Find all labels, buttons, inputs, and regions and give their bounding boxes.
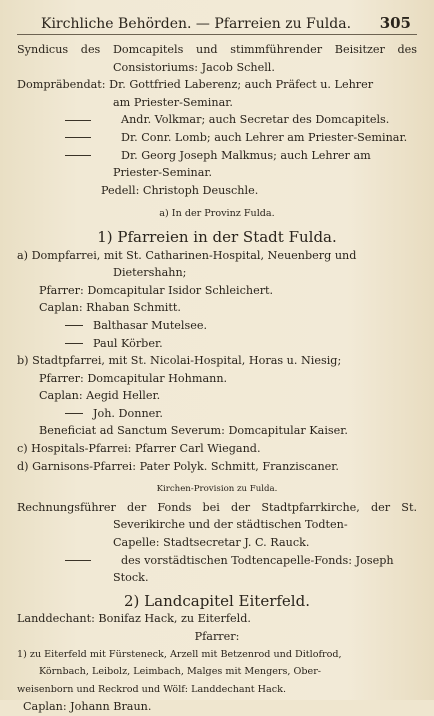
ditto-dash (65, 560, 91, 561)
text-line: a) Dompfarrei, mit St. Catharinen-Hospital, Neuenberg und (17, 248, 357, 262)
section-heading: Pfarrer: (194, 630, 240, 643)
text-line: Dr. Georg Joseph Malkmus; auch Lehrer am (17, 147, 417, 165)
text-line: Caplan: Rhaban Schmitt. (39, 301, 181, 315)
text-line: Consistoriums: Jacob Schell. (113, 60, 275, 74)
text-line: Pfarrer: Domcapitular Isidor Schleichert. (39, 283, 274, 297)
page-body (17, 41, 417, 716)
running-title: Kirchliche Behörden. — Pfarreien zu Fulda. (41, 16, 352, 32)
text-line: des vorstädtischen Todtencapelle-Fonds: Joseph (17, 552, 417, 570)
text-line: am Priester-Seminar. (113, 95, 233, 109)
running-header (17, 14, 417, 35)
ditto-dash (65, 413, 83, 414)
text-line: Caplan: Aegid Heller. (39, 389, 161, 403)
text-line: Körnbach, Leibolz, Leimbach, Malges mit Mengers, Ober- (39, 666, 322, 678)
text-line: 1) zu Eiterfeld mit Fürsteneck, Arzell mit Betzenrod und Ditlofrod, (17, 648, 342, 660)
ditto-dash (65, 120, 91, 121)
ditto-dash (65, 137, 91, 138)
text-line: Capelle: Stadtsecretar J. C. Rauck. (113, 536, 310, 550)
text-line: Dr. Conr. Lomb; auch Lehrer am Priester-Seminar. (17, 129, 417, 147)
section-heading: Kirchen-Provision zu Fulda. (156, 484, 278, 495)
ditto-dash (65, 155, 91, 156)
text-line: Balthasar Mutelsee. (17, 317, 417, 335)
text-line: Caplan: Johann Braun. (23, 700, 152, 714)
page-number: 305 (379, 14, 411, 32)
text-line: Andr. Volkmar; auch Secretar des Domcapitels. (17, 111, 417, 129)
ditto-dash (65, 325, 83, 326)
text-line: b) Stadtpfarrei, mit St. Nicolai-Hospital, Horas u. Niesig; (17, 354, 342, 368)
chapter-heading: 1) Pfarreien in der Stadt Fulda. (97, 227, 337, 246)
text-line: weisenborn und Reckrod und Wölf: Landdechant Hack. (17, 683, 286, 695)
section-heading: a) In der Provinz Fulda. (159, 208, 275, 220)
text-line: Stock. (113, 571, 149, 585)
ditto-dash (65, 343, 83, 344)
text-line: Paul Körber. (17, 335, 417, 353)
text-line: Pedell: Christoph Deuschle. (101, 183, 259, 197)
text-line: Rechnungsführer der Fonds bei der Stadtpfarrkirche, der St. (17, 500, 417, 514)
text-line: Priester-Seminar. (113, 166, 213, 180)
text-line: Dompräbendat: Dr. Gottfried Laberenz; auch Präfect u. Lehrer (17, 78, 374, 92)
chapter-heading: 2) Landcapitel Eiterfeld. (124, 591, 310, 610)
text-line: Severikirche und der städtischen Todten- (113, 518, 348, 532)
text-line: Beneficiat ad Sanctum Severum: Domcapitular Kaiser. (39, 424, 348, 438)
text-line: Pfarrer: Domcapitular Hohmann. (39, 371, 228, 385)
text-line: c) Hospitals-Pfarrei: Pfarrer Carl Wiegand. (17, 442, 261, 456)
text-line: Dietershahn; (113, 266, 187, 280)
text-line: d) Garnisons-Pfarrei: Pater Polyk. Schmitt, Franziscaner. (17, 459, 339, 473)
text-line: Landdechant: Bonifaz Hack, zu Eiterfeld. (17, 612, 251, 626)
text-line: Joh. Donner. (17, 405, 417, 423)
text-line: Syndicus des Domcapitels und stimmführender Beisitzer des (17, 43, 417, 56)
